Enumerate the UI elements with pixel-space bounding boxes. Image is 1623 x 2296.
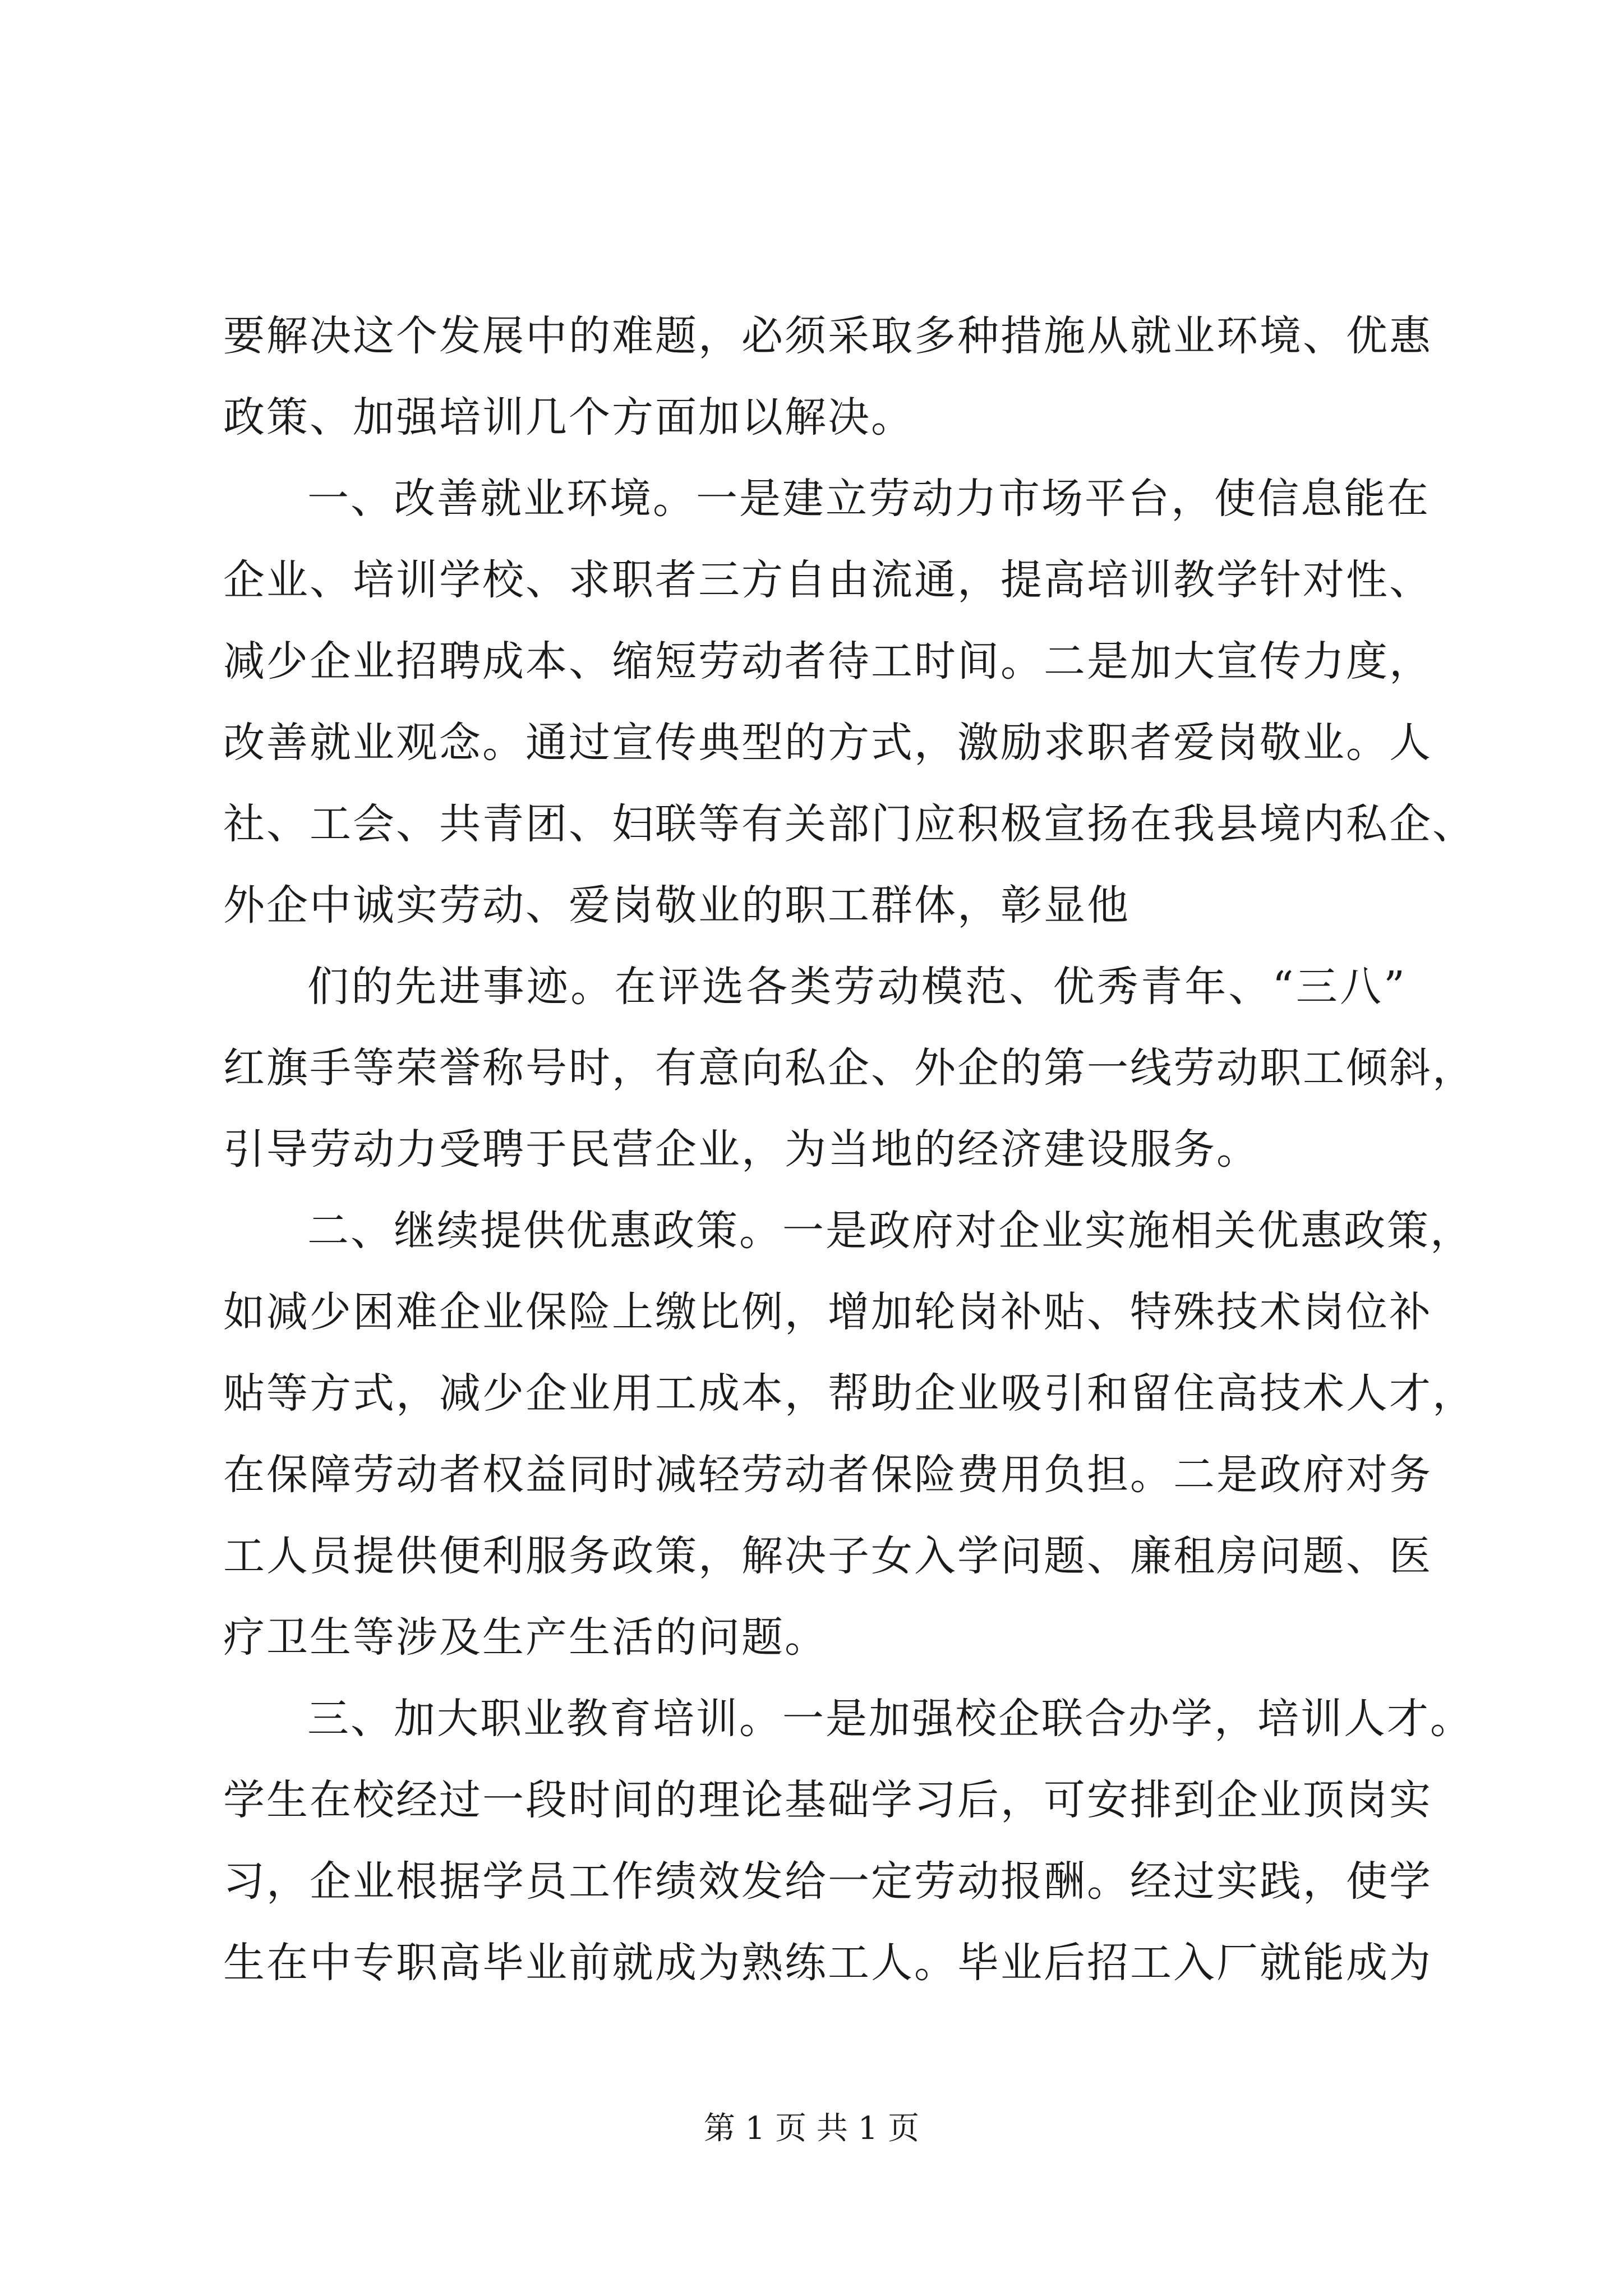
paragraph-first-line: 一、改善就业环境。一是建立劳动力市场平台，使信息能在: [307, 475, 1430, 523]
text-line: 疗卫生等涉及生产生活的问题。: [223, 1613, 828, 1662]
text-line: 减少企业招聘成本、缩短劳动者待工时间。二是加大宣传力度，: [223, 637, 1432, 685]
text-line: 如减少困难企业保险上缴比例，增加轮岗补贴、特殊技术岗位补: [223, 1288, 1432, 1336]
body-text: [223, 296, 1476, 2004]
text-line: 引导劳动力受聘于民营企业，为当地的经济建设服务。: [223, 1125, 1260, 1174]
page-footer: 第 1 页 共 1 页: [703, 2110, 920, 2147]
text-line: 生在中专职高毕业前就成为熟练工人。毕业后招工入厂就能成为: [223, 1939, 1432, 1987]
text-line: 习，企业根据学员工作绩效发给一定劳动报酬。经过实践，使学: [223, 1857, 1432, 1906]
text-line: 贴等方式，减少企业用工成本，帮助企业吸引和留住高技术人才，: [223, 1369, 1476, 1418]
text-line: 社、工会、共青团、妇联等有关部门应积极宣扬在我县境内私企、: [223, 800, 1476, 848]
text-line: 工人员提供便利服务政策，解决子女入学问题、廉租房问题、医: [223, 1532, 1432, 1580]
text-line: 学生在校经过一段时间的理论基础学习后，可安排到企业顶岗实: [223, 1776, 1432, 1824]
text-line: 企业、培训学校、求职者三方自由流通，提高培训教学针对性、: [223, 556, 1432, 604]
text-line: 改善就业观念。通过宣传典型的方式，激励求职者爱岗敬业。人: [223, 719, 1432, 767]
text-line: 外企中诚实劳动、爱岗敬业的职工群体，彰显他: [223, 881, 1130, 930]
text-line: 政策、加强培训几个方面加以解决。: [223, 393, 914, 441]
text-line: 在保障劳动者权益同时减轻劳动者保险费用负担。二是政府对务: [223, 1451, 1432, 1499]
paragraph-first-line: 二、继续提供优惠政策。一是政府对企业实施相关优惠政策，: [307, 1207, 1473, 1255]
text-line: 要解决这个发展中的难题，必须采取多种措施从就业环境、优惠: [223, 312, 1432, 360]
paragraph-first-line: 们的先进事迹。在评选各类劳动模范、优秀青年、“三八”: [307, 963, 1407, 1011]
paragraph-first-line: 三、加大职业教育培训。一是加强校企联合办学，培训人才。: [307, 1695, 1473, 1743]
text-line: 红旗手等荣誉称号时，有意向私企、外企的第一线劳动职工倾斜，: [223, 1044, 1476, 1092]
